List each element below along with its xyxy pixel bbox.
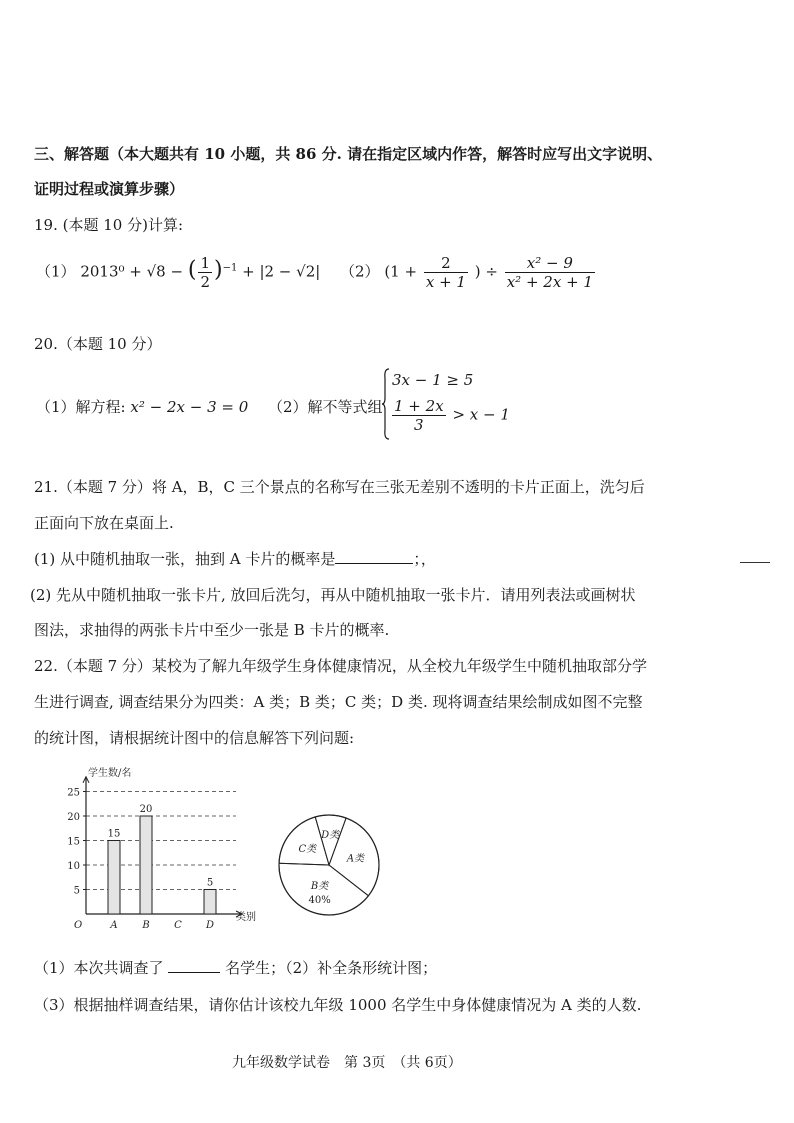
q21-line1: 21.（本题 7 分）将 A，B，C 三个景点的名称写在三张无差别不透明的卡片正面上，洗匀后 (34, 478, 645, 496)
q19-part1: （1） 2013⁰ + √8 − ( $\frac{1}{2}$ )$^{-1}$ + |2 − √2| (36, 254, 321, 291)
pie-slice-label: A类 (346, 853, 365, 865)
q20-part2-label: （2）解不等式组 (268, 398, 383, 416)
pie-slice-label: B类 (310, 880, 329, 892)
x-tick-label: A (110, 920, 118, 931)
q20-title: 20.（本题 10 分） (34, 335, 162, 353)
x-tick-label: C (174, 920, 182, 931)
q20-inequality-1: 3x − 1 ≥ 5 (392, 371, 474, 389)
q22-line2: 生进行调查, 调查结果分为四类：A 类；B 类；C 类；D 类. 现将调查结果绘制成如图不完整 (34, 693, 643, 711)
q20-ineq2-numerator: 1 + 2x (394, 397, 444, 415)
q22-line1: 22.（本题 7 分）某校为了解九年级学生身体健康情况，从全校九年级学生中随机抽取部分学 (34, 657, 647, 675)
pie-slice-percent: 40% (308, 894, 331, 906)
bar-value-label: 15 (107, 828, 121, 840)
q20-ineq2-rhs: > x − 1 (452, 405, 510, 424)
bar-value-label: 20 (139, 804, 153, 815)
y-tick-label: 15 (67, 836, 80, 848)
q19-part1-expr-b: + |2 − √2| (242, 262, 321, 281)
y-tick-label: 25 (67, 787, 80, 799)
q19-title: 19. (本题 10 分)计算: (34, 216, 184, 234)
q19-part2-close: ) ÷ (474, 262, 498, 281)
q22-line3: 的统计图，请根据统计图中的信息解答下列问题: (34, 729, 355, 747)
pie-slice-label: D类 (321, 830, 340, 842)
q22-sub1-text2: 名学生；（2）补全条形统计图； (225, 959, 438, 977)
bar-value-label: 5 (206, 877, 214, 889)
page-edge-mark (740, 562, 770, 563)
answer-blank-total[interactable] (168, 972, 220, 973)
pie-chart (274, 810, 384, 920)
y-tick-label: 20 (67, 812, 80, 823)
q21-sub1-text: (1) 从中随机抽取一张，抽到 A 卡片的概率是 (34, 550, 336, 568)
x-axis-label: 类别 (236, 912, 256, 923)
q19-part1-fraction: $\frac{1}{2}$ (200, 254, 210, 291)
q19-part2-fraction1: $\frac{2}{x + 1}$ (425, 254, 466, 291)
page-footer: 九年级数学试卷 第 3页 （共 6页） (232, 1055, 462, 1071)
q19-part1-expr-a: 2013⁰ + √8 − (80, 262, 184, 281)
q20-part1-label: （1）解方程: (36, 398, 126, 416)
q20-inequality-2 (392, 397, 510, 434)
x-tick-label: D (205, 920, 215, 931)
bar (204, 890, 216, 915)
q19-part2-label: （2） (340, 262, 380, 281)
q19-part2-open: (1 + (384, 262, 418, 281)
q19-part2-fraction2: $\frac{\text{x² − 9}}{\text{x² + 2x + 1}}$ (506, 254, 593, 291)
answer-blank-probability[interactable] (335, 563, 413, 564)
q22-sub1 (34, 957, 437, 978)
q21-sub1-end: ；， (413, 550, 436, 568)
q19-part1-exponent: −1 (222, 262, 238, 274)
q20-part1-equation: x² − 2x − 3 = 0 (130, 398, 249, 416)
pie-slice-label: C类 (298, 844, 317, 856)
origin-label: O (74, 920, 83, 931)
q22-sub3: （3）根据抽样调查结果，请你估计该校九年级 1000 名学生中身体健康情况为 A 类的人数. (34, 996, 642, 1014)
q20-system-brace (382, 368, 390, 440)
q21-sub2-cont: 图法，求抽得的两张卡片中至少一张是 B 卡片的概率. (34, 621, 390, 639)
q21-sub2: (2) 先从中随机抽取一张卡片, 放回后洗匀，再从中随机抽取一张卡片．请用列表法或画树状 (30, 586, 636, 604)
q20-part1 (36, 396, 248, 417)
bar (140, 816, 152, 914)
q22-sub1-text: （1）本次共调查了 (34, 959, 164, 977)
bar (108, 841, 120, 915)
section-heading-cont: 证明过程或演算步骤） (34, 180, 185, 198)
y-axis-label: 学生数/名 (88, 768, 132, 779)
q21-sub1 (34, 548, 436, 569)
bar-chart (60, 762, 270, 942)
q19-part2 (340, 254, 597, 291)
q19-part1-label: （1） (36, 262, 76, 281)
y-tick-label: 5 (73, 885, 80, 897)
section-heading: 三、解答题（本大题共有 10 小题，共 86 分. 请在指定区域内作答，解答时应写出文字说明、 (34, 145, 663, 163)
y-tick-label: 10 (67, 861, 80, 872)
q20-ineq2-denominator: 3 (414, 416, 424, 434)
q21-line2: 正面向下放在桌面上. (34, 514, 174, 532)
x-tick-label: B (142, 920, 150, 931)
